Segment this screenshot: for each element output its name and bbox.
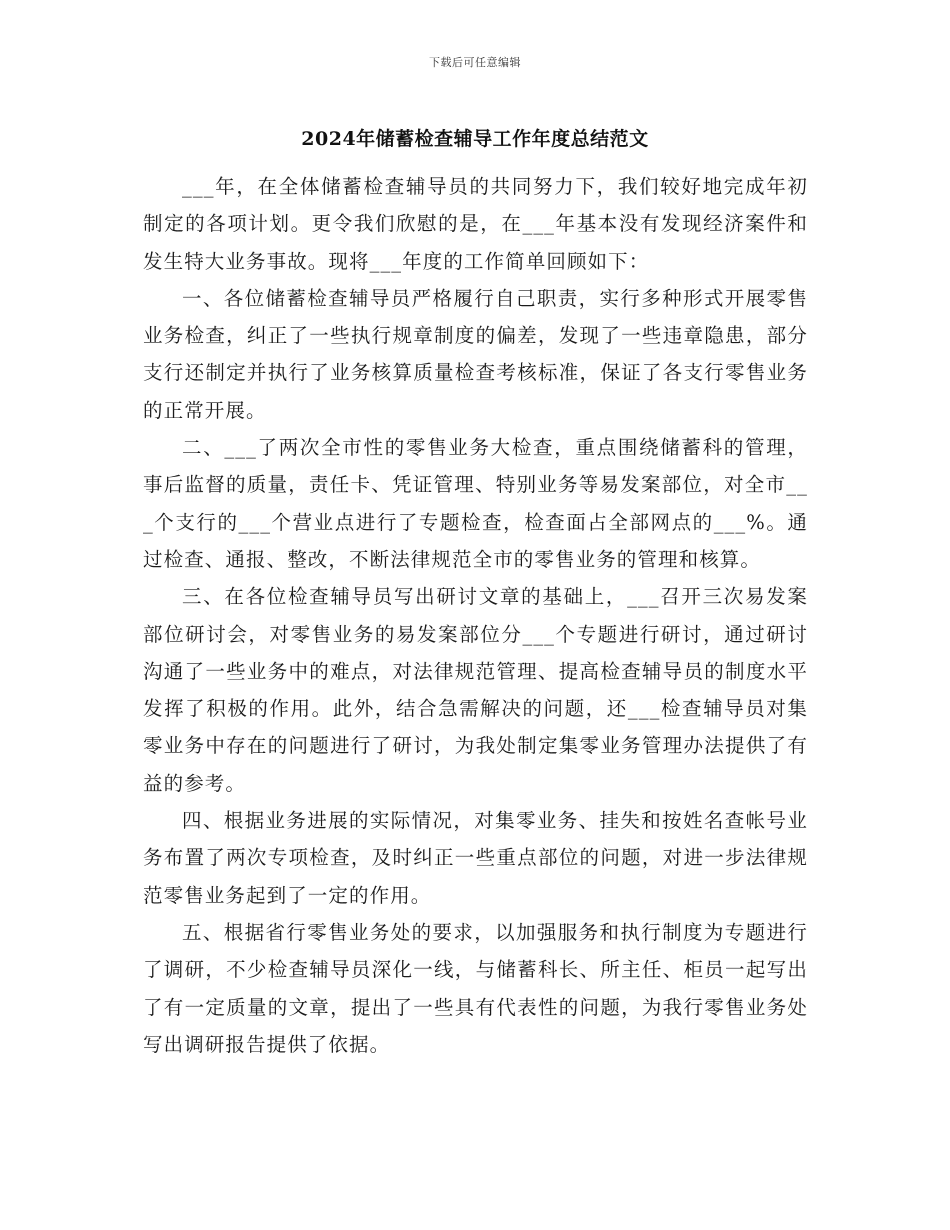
document-title: 2024年储蓄检查辅导工作年度总结范文 [301,128,649,150]
paragraph-section-2: 二、___了两次全市性的零售业务大检查，重点围绕储蓄科的管理，事后监督的质量，责任卡、凭证管理、特别业务等易发案部位，对全市___个支行的___个营业点进行了专题检查，检查面占全部网点的___%。通过检查、通报、整改，不断法律规范全市的零售业务的管理和核算。 [143,436,808,571]
paragraph-section-5: 五、根据省行零售业务处的要求，以加强服务和执行制度为专题进行了调研，不少检查辅导员深化一线，与储蓄科长、所主任、柜员一起写出了有一定质量的文章，提出了一些具有代表性的问题，为我行零售业务处写出调研报告提供了依据。 [143,920,808,1056]
paragraph-section-1: 一、各位储蓄检查辅导员严格履行自己职责，实行多种形式开展零售业务检查，纠正了一些执行规章制度的偏差，发现了一些违章隐患，部分支行还制定并执行了业务核算质量检查考核标准，保证了各支行零售业务的正常开展。 [143,286,808,422]
paragraph-section-3: 三、在各位检查辅导员写出研讨文章的基础上，___召开三次易发案部位研讨会，对零售业务的易发案部位分___个专题进行研讨，通过研讨沟通了一些业务中的难点，对法律规范管理、提高检查辅导员的制度水平发挥了积极的作用。此外，结合急需解决的问题，还___检查辅导员对集零业务中存在的问题进行了研讨，为我处制定集零业务管理办法提供了有益的参考。 [143,585,808,795]
paragraph-section-4: 四、根据业务进展的实际情况，对集零业务、挂失和按姓名查帐号业务布置了两次专项检查，及时纠正一些重点部位的问题，对进一步法律规范零售业务起到了一定的作用。 [143,809,808,907]
header-note: 下载后可任意编辑 [429,56,521,69]
paragraph-intro: ___年，在全体储蓄检查辅导员的共同努力下，我们较好地完成年初制定的各项计划。更令我们欣慰的是，在___年基本没有发现经济案件和发生特大业务事故。现将___年度的工作简单回顾如下： [143,175,808,273]
document-body [143,168,808,1063]
